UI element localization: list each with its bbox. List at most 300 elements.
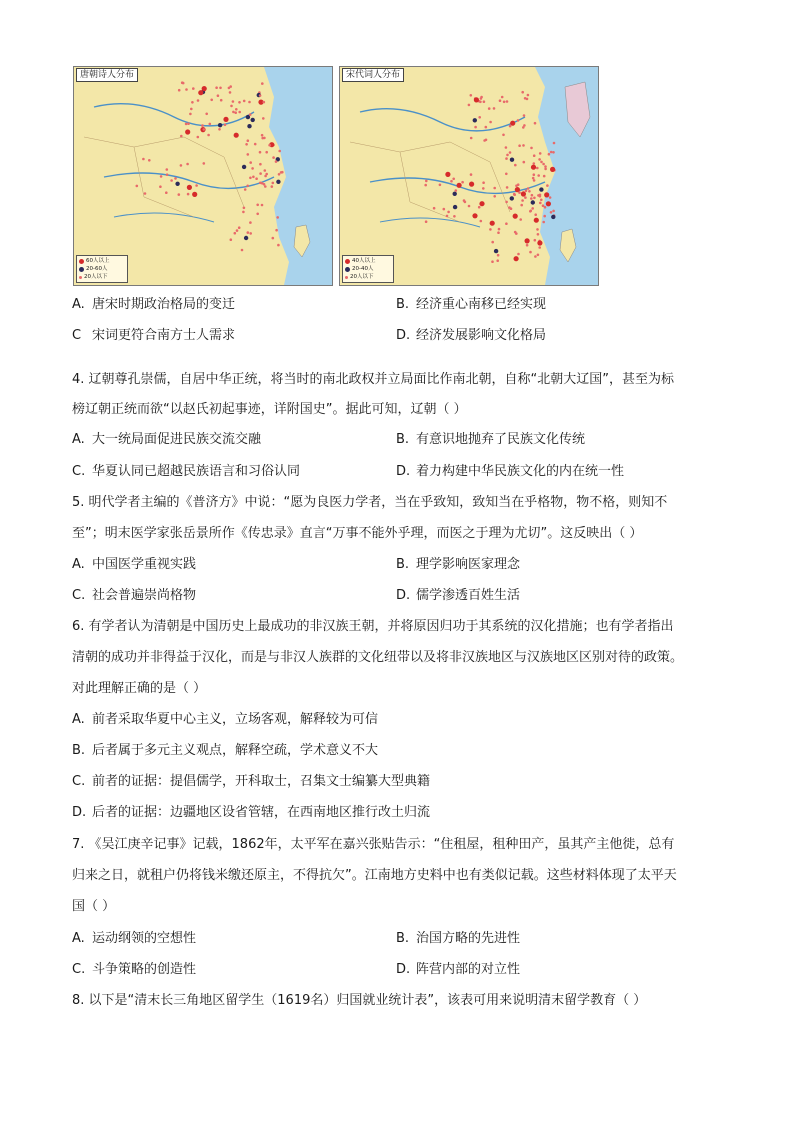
map-dot	[249, 177, 252, 180]
map-dot	[530, 197, 533, 200]
map-dot	[546, 201, 551, 206]
map-dot	[209, 123, 212, 126]
legend-dot-large-icon	[79, 259, 84, 264]
q5-stem-line2: 至”；明末医学家张岳景所作《传忠录》直言“万事不能外乎理，而医之于理为尤切”。这反映出（ ）	[72, 526, 643, 541]
map-dot	[238, 226, 241, 229]
q4-option-b	[396, 431, 585, 449]
map-dot	[494, 249, 498, 253]
map-dot	[178, 89, 181, 92]
map-dot	[524, 196, 527, 199]
map-dot	[525, 189, 528, 192]
map-dot	[242, 211, 245, 214]
option-text: 唐宋时期政治格局的变迁	[92, 297, 236, 312]
map-dot	[189, 113, 192, 116]
q7-option-a	[72, 930, 196, 948]
q7-option-c	[72, 961, 196, 979]
map-dot	[275, 229, 278, 232]
option-letter: A.	[72, 297, 85, 312]
map-dot	[230, 105, 233, 108]
map-dot	[259, 182, 262, 185]
option-text: 华夏认同已超越民族语言和习俗认同	[92, 464, 301, 479]
map-dot	[219, 87, 222, 90]
map-dot	[478, 206, 481, 209]
map-dot	[256, 213, 259, 216]
map-dot	[210, 99, 213, 102]
map-dot	[450, 180, 453, 183]
map-dot	[534, 239, 537, 242]
map-dot	[510, 207, 513, 210]
map-dot	[517, 119, 520, 122]
map-dot	[503, 101, 506, 104]
option-letter: A.	[72, 931, 85, 946]
map-dot	[521, 91, 524, 94]
option-letter: D.	[396, 464, 411, 479]
map-dot	[544, 168, 547, 171]
map-dot	[523, 114, 526, 117]
q6-stem-line3: 对此理解正确的是（ ）	[72, 681, 207, 696]
map-dot	[180, 135, 183, 138]
map-dot	[220, 99, 223, 102]
option-text: 运动纲领的空想性	[92, 931, 197, 946]
map-dot	[259, 151, 262, 154]
map-dot	[528, 190, 531, 193]
map-dot	[537, 240, 542, 245]
map-dot	[509, 151, 512, 154]
map-dot	[224, 124, 227, 127]
map-dot	[197, 136, 200, 139]
map-dot	[468, 104, 471, 107]
map-dot	[548, 153, 551, 156]
map-dot	[474, 97, 479, 102]
map-dot	[499, 99, 502, 102]
map-dot	[491, 241, 494, 244]
map-dot	[203, 128, 206, 131]
map-dot	[187, 122, 190, 125]
legend-label: 20-60人	[86, 266, 108, 272]
q7-stem-line3: 国（ ）	[72, 899, 116, 914]
option-letter: C.	[72, 464, 86, 479]
q4-stem-line1: 4. 辽朝尊孔崇儒，自居中华正统，将当时的南北政权并立局面比作南北朝，自称“北朝大辽国”，甚至为标	[72, 372, 675, 387]
map-dot	[472, 213, 477, 218]
map-dot	[205, 113, 208, 116]
map-dot	[527, 187, 530, 190]
q4-stem-line2: 榜辽朝正统而欲“以赵氏初起事迹，详附国史”。据此可知，辽朝（ ）	[72, 402, 467, 417]
map-dot	[259, 94, 262, 97]
map-dot	[489, 228, 492, 231]
option-letter: B.	[396, 931, 410, 946]
map-dot	[197, 99, 200, 102]
map-dot	[474, 126, 477, 129]
map-dot	[505, 173, 508, 176]
map-dot	[245, 143, 248, 146]
map-dot	[259, 163, 262, 166]
map-dot	[552, 151, 555, 154]
option-text: 经济重心南移已经实现	[416, 297, 547, 312]
map-dot	[174, 177, 177, 180]
map-dot	[249, 161, 252, 164]
option-letter: B.	[72, 743, 86, 758]
map-dot	[469, 182, 474, 187]
map-dot	[244, 236, 248, 240]
map-dot	[514, 164, 517, 167]
q5-option-b	[396, 556, 520, 574]
map-dot	[506, 186, 509, 189]
map-dot	[552, 210, 555, 213]
legend-label: 20人以下	[84, 274, 108, 280]
map-dot	[455, 189, 458, 192]
map-dot	[461, 181, 464, 184]
map-dot	[249, 113, 252, 116]
map-dot	[272, 237, 275, 240]
option-text: 阵营内部的对立性	[416, 962, 521, 977]
map-dot	[160, 175, 163, 178]
q6-option-d	[72, 804, 430, 822]
q6-stem-line1: 6. 有学者认为清朝是中国历史上最成功的非汉族王朝，并将原因归功于其系统的汉化措施；也有学者指出	[72, 619, 674, 634]
map-dot	[261, 82, 264, 85]
map-dot	[148, 159, 151, 162]
option-text: 儒学渗透百姓生活	[416, 588, 521, 603]
map-tang-poets	[73, 66, 333, 286]
option-text: 着力构建中华民族文化的内在统一性	[416, 464, 625, 479]
map-dot	[249, 221, 252, 224]
map-dot	[505, 201, 508, 204]
map-dot	[232, 100, 235, 103]
map-dot	[544, 165, 547, 168]
map-dot	[238, 101, 241, 104]
q7-option-b	[396, 930, 520, 948]
map-dot	[246, 185, 249, 188]
map-dot	[542, 163, 545, 166]
map-dot	[443, 208, 446, 211]
q3-option-d	[396, 327, 546, 345]
q6-option-c	[72, 773, 430, 791]
map-dot	[529, 251, 532, 254]
map-dot	[520, 204, 523, 207]
map-dot	[192, 87, 195, 90]
map-dot	[185, 123, 188, 126]
map-dot	[166, 168, 169, 171]
map-dot	[201, 124, 204, 127]
map-dot	[470, 173, 473, 176]
option-text: 后者的证据：边疆地区设省管辖，在西南地区推行改土归流	[92, 805, 431, 820]
option-letter: D.	[396, 328, 411, 343]
map-title-right: 宋代词人分布	[342, 68, 404, 82]
map-dot	[526, 244, 529, 247]
map-dot	[249, 232, 252, 235]
map-dot	[536, 228, 539, 231]
map-dot	[518, 191, 521, 194]
map-dot	[235, 108, 238, 111]
option-text: 前者采取华夏中心主义，立场客观，解释较为可信	[92, 712, 379, 727]
q5-option-d	[396, 587, 520, 605]
map-dot	[517, 253, 520, 256]
map-dot	[493, 107, 496, 110]
map-dot	[502, 134, 505, 137]
legend-label: 60人以上	[86, 258, 110, 264]
option-letter: D.	[396, 962, 411, 977]
map-dot	[243, 207, 246, 210]
map-dot	[278, 150, 281, 153]
option-letter: C.	[72, 774, 86, 789]
map-dot	[242, 165, 246, 169]
map-dot	[433, 207, 436, 210]
map-dot	[515, 184, 518, 187]
map-dot	[268, 144, 271, 147]
map-dot	[192, 192, 197, 197]
map-dot	[491, 260, 494, 263]
map-dot	[447, 211, 450, 214]
map-dot	[425, 180, 428, 183]
option-text: 有意识地抛弃了民族文化传统	[416, 432, 586, 447]
map-dot	[480, 220, 483, 223]
map-legend-right	[342, 255, 394, 283]
map-dot	[537, 254, 540, 257]
map-dot	[544, 192, 549, 197]
map-dot	[445, 172, 450, 177]
map-dot	[470, 137, 473, 140]
map-dot	[505, 222, 508, 225]
map-dot	[247, 139, 250, 142]
map-dot	[247, 231, 250, 234]
map-legend-left	[76, 255, 128, 283]
option-letter: C.	[72, 962, 86, 977]
map-dot	[207, 134, 210, 137]
map-dot	[261, 204, 264, 207]
map-dot	[534, 213, 537, 216]
map-dot	[478, 116, 481, 119]
q8-stem-line1: 8. 以下是“清末长三角地区留学生（1619名）归国就业统计表”，该表可用来说明清末留学教育（ ）	[72, 993, 647, 1008]
q5-option-a	[72, 556, 196, 574]
map-dot	[538, 246, 541, 249]
map-dot	[521, 199, 524, 202]
q7-stem-line2: 归来之日，就租户仍将钱米缴还原主，不得抗欠”。江南地方史料中也有类似记载。这些材料体现了太平天	[72, 868, 677, 883]
option-text: 社会普遍崇尚格物	[92, 588, 197, 603]
map-dot	[531, 200, 535, 204]
map-dot	[506, 100, 509, 103]
option-letter: C.	[72, 588, 86, 603]
q6-option-a	[72, 711, 378, 729]
legend-label: 20-40人	[352, 266, 374, 272]
map-dot	[496, 259, 499, 262]
option-letter: A.	[72, 712, 85, 727]
map-dot	[531, 194, 534, 197]
map-dot	[234, 232, 237, 235]
map-dot	[180, 164, 183, 167]
map-dot	[488, 107, 491, 110]
map-dot	[510, 196, 514, 200]
map-dot	[142, 158, 145, 161]
legend-label: 40人以上	[352, 258, 376, 264]
map-dot	[539, 202, 542, 205]
map-dot	[186, 163, 189, 166]
map-dot	[510, 158, 514, 162]
map-dot	[551, 215, 555, 219]
map-dot	[485, 126, 488, 129]
map-dot	[175, 182, 179, 186]
map-dot	[230, 238, 233, 241]
map-dot	[263, 101, 266, 104]
map-dot	[234, 111, 237, 114]
map-title-left: 唐朝诗人分布	[76, 68, 138, 82]
map-dot	[526, 98, 529, 101]
map-dot	[542, 204, 545, 207]
map-dot	[439, 184, 442, 187]
q5-stem-line1: 5. 明代学者主编的《普济方》中说：“愿为良医力学者，当在乎致知，致知当在乎格物，物不格，则知不	[72, 495, 668, 510]
q4-option-c	[72, 463, 300, 481]
map-dot	[523, 161, 526, 164]
q7-option-d	[396, 961, 520, 979]
map-dot	[259, 172, 262, 175]
map-dot	[187, 185, 192, 190]
map-dot	[236, 229, 239, 232]
map-dot	[424, 184, 427, 187]
map-dot	[185, 129, 190, 134]
map-dot	[218, 128, 221, 131]
map-dot	[256, 204, 259, 207]
map-dot	[217, 94, 220, 97]
map-dot	[483, 139, 486, 142]
option-letter: D.	[396, 588, 411, 603]
map-dot	[468, 205, 471, 208]
map-dot	[457, 183, 462, 188]
map-dot	[261, 134, 264, 137]
map-dot	[453, 192, 457, 196]
map-dot	[479, 101, 482, 104]
map-dot	[251, 167, 254, 170]
map-dot	[506, 154, 509, 157]
map-song-ci-poets	[339, 66, 599, 286]
map-dot	[546, 184, 549, 187]
map-dot	[549, 196, 552, 199]
map-dot	[165, 191, 168, 194]
option-letter: C	[72, 328, 82, 343]
map-dot	[470, 94, 473, 97]
map-dot	[538, 158, 541, 161]
map-dot	[203, 162, 206, 165]
map-song-graphic	[340, 67, 598, 285]
map-dot	[453, 215, 456, 218]
legend-label: 20人以下	[350, 274, 374, 280]
map-dot	[497, 254, 500, 257]
option-text: 经济发展影响文化格局	[416, 328, 547, 343]
map-dot	[534, 122, 537, 125]
map-dot	[513, 193, 516, 196]
option-text: 中国医学重视实践	[92, 557, 197, 572]
map-dot	[479, 201, 484, 206]
legend-dot-large-icon	[345, 259, 350, 264]
map-dot	[525, 238, 530, 243]
map-dot	[136, 185, 139, 188]
map-dot	[533, 173, 536, 176]
option-letter: B.	[396, 297, 410, 312]
option-text: 后者属于多元主义观点，解释空疏，学术意义不大	[92, 743, 379, 758]
map-dot	[272, 182, 275, 185]
map-dot	[238, 111, 241, 114]
map-dot	[202, 86, 207, 91]
map-dot	[463, 199, 466, 202]
map-dot	[537, 233, 540, 236]
legend-dot-small-icon	[345, 276, 348, 279]
legend-dot-small-icon	[79, 276, 82, 279]
q4-option-a	[72, 431, 261, 449]
map-dot	[229, 91, 232, 94]
map-dot	[532, 177, 535, 180]
map-dot	[513, 214, 518, 219]
map-dot	[521, 191, 526, 196]
map-dot	[264, 185, 267, 188]
map-dot	[251, 118, 255, 122]
map-dot	[543, 215, 546, 218]
option-text: 宋词更符合南方士人需求	[92, 328, 236, 343]
map-dot	[276, 216, 279, 219]
map-dot	[510, 121, 515, 126]
map-dot	[277, 244, 280, 247]
map-dot	[550, 211, 553, 214]
map-dot	[241, 249, 244, 252]
map-dot	[489, 121, 492, 124]
option-letter: B.	[396, 432, 410, 447]
map-dot	[166, 173, 169, 176]
map-tang-graphic	[74, 67, 332, 285]
map-dot	[144, 192, 147, 195]
map-dot	[453, 205, 457, 209]
map-dot	[501, 96, 504, 99]
map-dot	[248, 101, 251, 104]
map-dot	[493, 195, 496, 198]
q7-stem-line1: 7. 《吴江庚辛记事》记载，1862年，太平军在嘉兴张贴告示：“住租屋，租种田产，虽其产主他徙，总有	[72, 837, 675, 852]
map-figure	[73, 66, 595, 284]
map-dot	[531, 165, 536, 170]
map-dot	[543, 175, 546, 178]
map-dot	[509, 125, 512, 128]
map-dot	[482, 187, 485, 190]
map-dot	[234, 133, 239, 138]
map-dot	[483, 100, 486, 103]
map-dot	[195, 184, 198, 187]
map-dot	[178, 193, 181, 196]
map-dot	[553, 142, 556, 145]
map-dot	[534, 255, 537, 258]
q5-option-c	[72, 587, 196, 605]
map-dot	[264, 169, 267, 172]
q4-option-d	[396, 463, 624, 481]
map-dot	[263, 137, 266, 140]
map-dot	[540, 199, 543, 202]
q3-option-b	[396, 296, 546, 314]
q3-option-a	[72, 296, 235, 314]
map-dot	[539, 195, 542, 198]
map-dot	[425, 220, 428, 223]
option-text: 斗争策略的创造性	[92, 962, 197, 977]
map-dot	[159, 185, 162, 188]
map-dot	[533, 154, 536, 157]
option-letter: D.	[72, 805, 87, 820]
map-dot	[182, 82, 185, 85]
map-dot	[243, 100, 246, 103]
map-dot	[519, 218, 522, 221]
map-dot	[493, 187, 496, 190]
map-dot	[473, 118, 477, 122]
map-dot	[264, 175, 267, 178]
map-dot	[272, 156, 275, 159]
map-dot	[218, 123, 222, 127]
map-dot	[523, 124, 526, 127]
map-dot	[533, 162, 536, 165]
map-dot	[170, 179, 173, 182]
map-dot	[446, 215, 449, 218]
option-text: 理学影响医家理念	[416, 557, 521, 572]
map-dot	[247, 153, 250, 156]
